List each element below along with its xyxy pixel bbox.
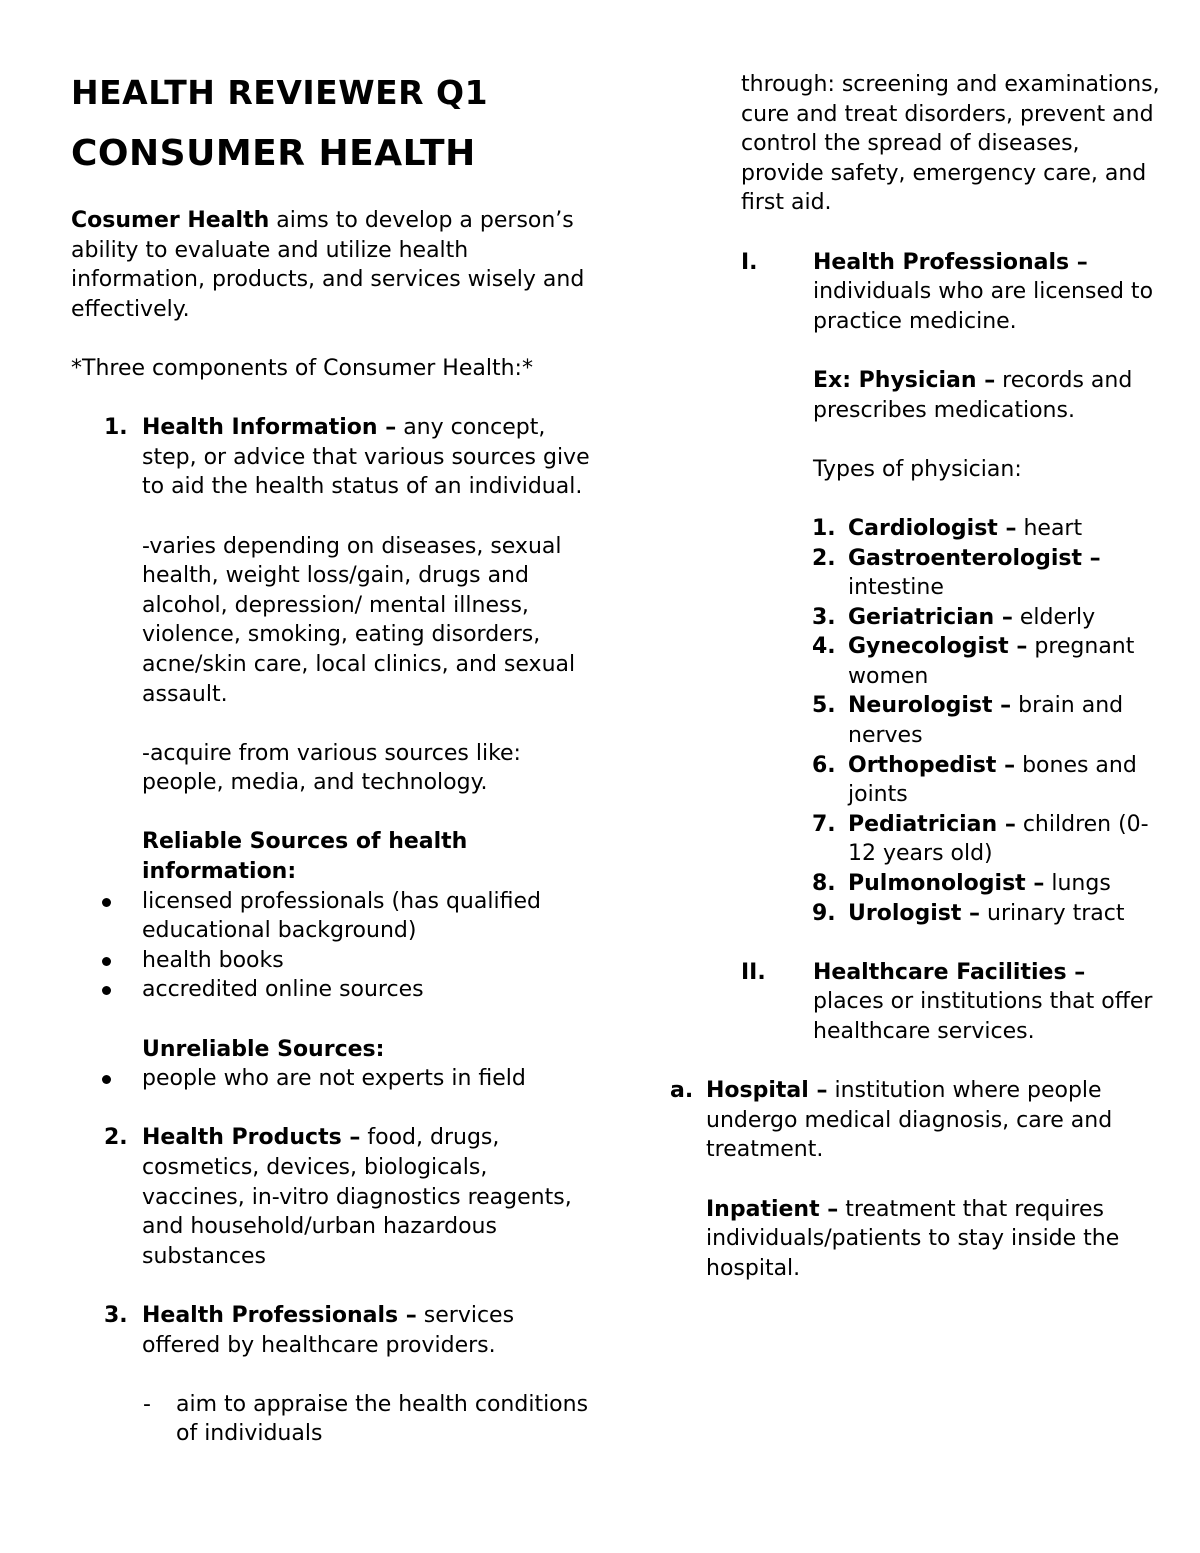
physician-list — [741, 514, 1161, 928]
unreliable-heading-text: Unreliable Sources: — [142, 1036, 385, 1062]
list-number: 2. — [104, 1125, 128, 1151]
component-health-products — [71, 1123, 591, 1271]
intro-text: aims to develop a person’s ability to evaluate and utilize health information, products, and services wisely and effectively. — [71, 208, 585, 322]
list-number: 8. — [812, 871, 836, 897]
physician-text: urinary tract — [980, 900, 1125, 926]
physician-text: children (0-12 years old) — [848, 811, 1149, 867]
section-title: CONSUMER HEALTH — [71, 133, 476, 174]
list-item — [71, 1064, 591, 1094]
left-column — [71, 70, 591, 1449]
inpatient-paragraph — [670, 1195, 1161, 1284]
bullet-icon — [102, 957, 111, 966]
physician-text: intestine — [848, 575, 944, 601]
intro-term: Cosumer Health — [71, 208, 270, 233]
list-number: 3. — [104, 1302, 128, 1328]
bullet-text: health books — [142, 947, 284, 973]
list-number: 9. — [812, 900, 836, 926]
list-number: 1. — [104, 415, 128, 441]
list-item — [741, 514, 1161, 544]
inpatient-text: treatment that requires individuals/patients to stay inside the hospital. — [706, 1196, 1120, 1281]
bullet-icon — [102, 898, 111, 907]
dash-marker: - — [143, 1391, 151, 1417]
physician-text: brain and nerves — [848, 693, 1124, 749]
hospital-text: institution where people undergo medical diagnosis, care and treatment. — [706, 1078, 1113, 1163]
physician-term: Neurologist – — [848, 693, 1012, 719]
physician-term: Orthopedist – — [848, 752, 1016, 778]
physician-term: Pulmonologist – — [848, 871, 1045, 897]
list-number: 1. — [812, 515, 836, 541]
physician-text: heart — [1016, 515, 1083, 541]
list-number: 6. — [812, 752, 836, 778]
list-number: 4. — [812, 634, 836, 660]
roman-number: I. — [741, 249, 758, 275]
continuation-paragraph: through: screening and examinations, cure and treat disorders, prevent and control the spread of diseases, provide safety, emergency care, and first aid. — [741, 72, 1160, 216]
list-item — [741, 544, 1161, 603]
page-title: HEALTH REVIEWER Q1 — [71, 73, 489, 112]
component-health-professionals — [71, 1301, 591, 1360]
physician-example — [741, 366, 1161, 425]
reliable-heading-text: Reliable Sources of health information: — [142, 829, 468, 885]
bullet-text: licensed professionals (has qualified educational background) — [142, 888, 541, 944]
physician-text: bones and joints — [848, 752, 1137, 808]
list-item — [741, 691, 1161, 750]
physician-term: Gynecologist – — [848, 634, 1028, 660]
hospital-term: Hospital – — [706, 1078, 828, 1104]
component-health-information — [71, 413, 591, 502]
component-text: any concept, step, or advice that various sources give to aid the health status of an individual. — [142, 415, 590, 500]
acquire-note: -acquire from various sources like: people, media, and technology. — [142, 740, 521, 796]
intro-paragraph — [71, 206, 591, 324]
bullet-icon — [102, 986, 111, 995]
component-term: Health Information – — [142, 415, 397, 441]
list-number: 3. — [812, 604, 836, 630]
roman-term: Healthcare Facilities – — [813, 959, 1086, 985]
list-item — [71, 946, 591, 976]
letter-marker: a. — [670, 1078, 694, 1104]
list-number: 5. — [812, 693, 836, 719]
components-heading: *Three components of Consumer Health:* — [71, 355, 533, 381]
list-item — [741, 632, 1161, 691]
dash-text: aim to appraise the health conditions of individuals — [176, 1391, 589, 1447]
physician-text: elderly — [1012, 604, 1096, 630]
bullet-text: people who are not experts in field — [142, 1066, 526, 1092]
component-text: services offered by healthcare providers. — [142, 1302, 515, 1358]
reliable-heading — [71, 827, 591, 886]
physician-term: Gastroenterologist – — [848, 545, 1101, 571]
right-column — [670, 70, 1161, 1283]
physician-term: Cardiologist – — [848, 515, 1017, 541]
list-number: 7. — [812, 811, 836, 837]
roman-number: II. — [741, 959, 766, 985]
component-term: Health Professionals – — [142, 1302, 417, 1328]
list-item — [71, 975, 591, 1005]
roman-term: Health Professionals – — [813, 249, 1088, 275]
list-item — [741, 603, 1161, 633]
types-heading: Types of physician: — [813, 456, 1022, 482]
varies-note: -varies depending on diseases, sexual health, weight loss/gain, drugs and alcohol, depression/ mental illness, violence, smoking, eating disorders, acne/skin care, local clinics, and sexual assault. — [142, 533, 576, 707]
component-term: Health Products – — [142, 1125, 361, 1151]
dash-item — [71, 1390, 591, 1449]
physician-term: Geriatrician – — [848, 604, 1013, 630]
unreliable-heading — [71, 1035, 591, 1065]
bullet-icon — [102, 1075, 111, 1084]
physician-term: Pediatrician – — [848, 811, 1016, 837]
physician-text: pregnant women — [848, 634, 1135, 689]
physician-text: lungs — [1044, 871, 1111, 897]
list-item — [741, 810, 1161, 869]
component-text: food, drugs, cosmetics, devices, biologicals, vaccines, in-vitro diagnostics reagents, and household/urban hazardous substances — [142, 1125, 572, 1269]
physician-term: Urologist – — [848, 900, 981, 926]
list-item — [71, 887, 591, 946]
list-number: 2. — [812, 545, 836, 571]
example-term: Ex: Physician – — [813, 367, 996, 393]
example-text: records and prescribes medications. — [813, 367, 1133, 423]
letter-item-hospital — [670, 1076, 1161, 1165]
list-item — [741, 751, 1161, 810]
bullet-text: accredited online sources — [142, 977, 424, 1003]
list-item — [741, 869, 1161, 899]
inpatient-term: Inpatient – — [706, 1196, 839, 1222]
roman-item-health-professionals — [741, 248, 1161, 337]
roman-text: individuals who are licensed to practice medicine. — [813, 279, 1154, 334]
roman-item-healthcare-facilities — [741, 958, 1161, 1047]
list-item — [741, 899, 1161, 929]
roman-text: places or institutions that offer healthcare services. — [813, 989, 1153, 1044]
